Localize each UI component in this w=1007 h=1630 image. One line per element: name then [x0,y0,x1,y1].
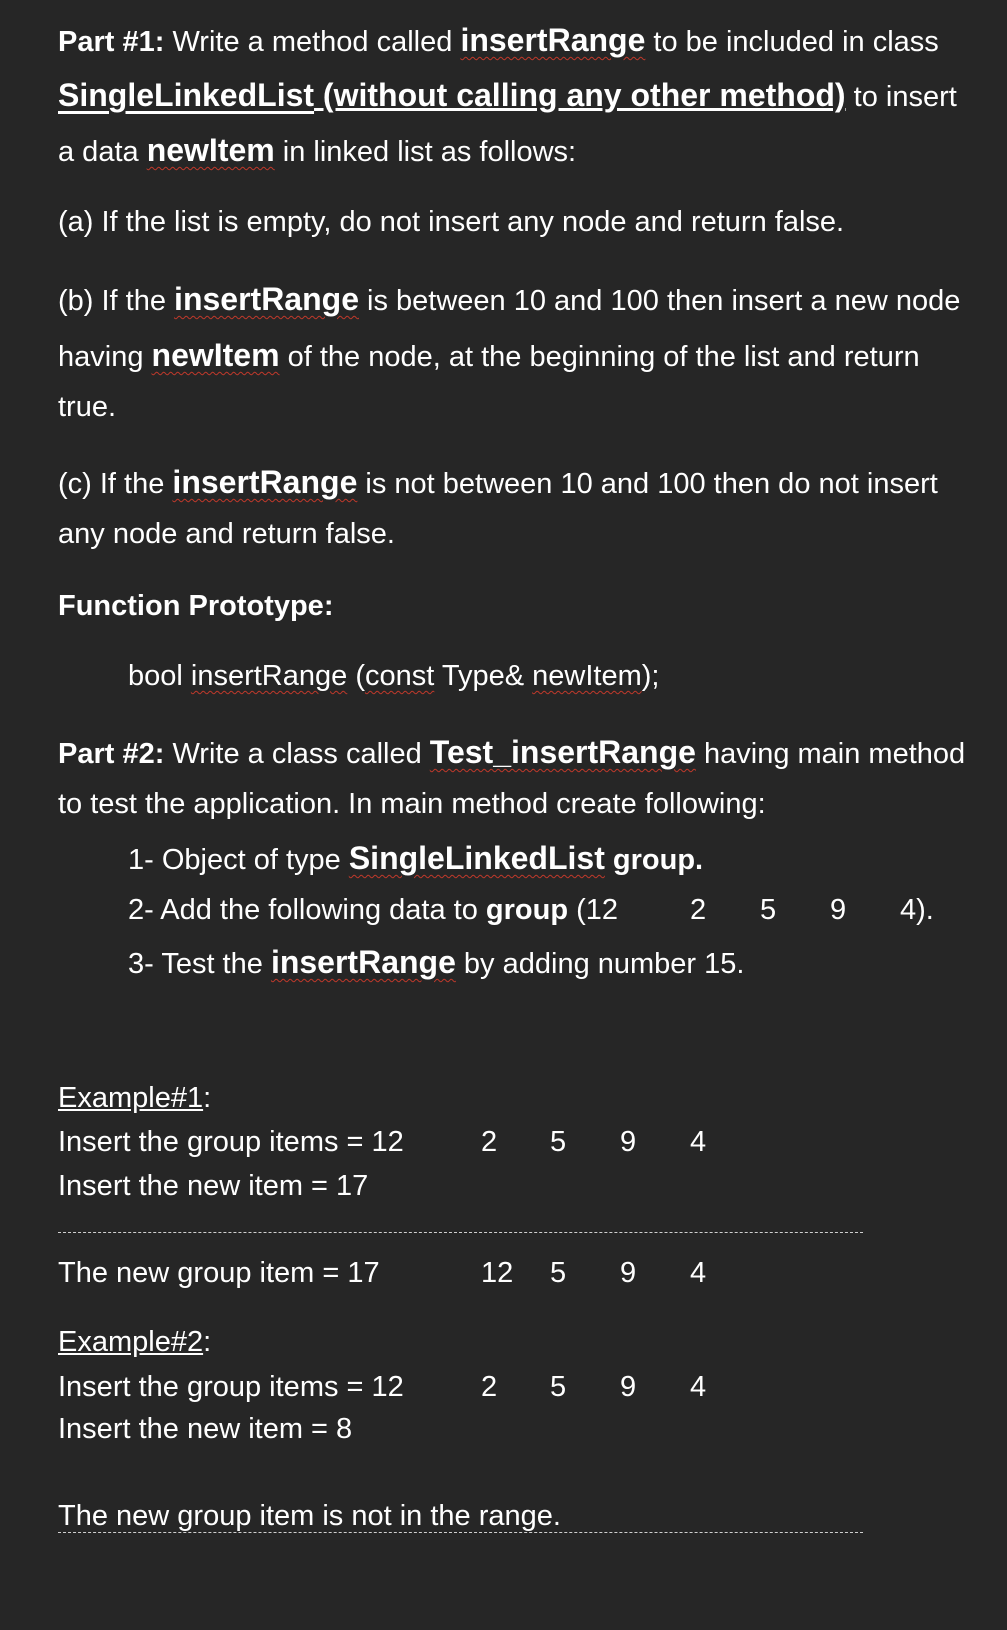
example1-group-number: 4 [690,1126,707,1158]
condition-b-line2 [58,337,920,375]
method-name-insertrange: insertRange [172,464,358,500]
example1-result-number: 9 [620,1257,637,1289]
part2-text-a: Write a class called [164,738,430,770]
condition-c-line2: any node and return false. [58,518,395,550]
proto-text-b: ( [347,660,365,692]
step2-group: group [485,894,569,926]
example1-group-number: 5 [550,1126,567,1158]
divider-dashes [58,1232,863,1233]
no-call-note: (without calling any other method) [314,77,846,113]
part2-text-b: having main method [695,738,966,770]
part1-line1 [58,22,939,60]
method-name-insertrange: insertRange [270,944,456,980]
example2-new-item: Insert the new item = 8 [58,1413,353,1445]
example1-group-number: 2 [481,1126,498,1158]
cond-c-text-a: (c) If the [58,468,173,500]
example1-result-number: 4 [690,1257,707,1289]
step2-text-b: (12 [568,894,619,926]
proto-method-name: insertRange [190,660,348,692]
condition-b-line1 [58,281,960,319]
part2-label: Part #2: [58,738,165,770]
example1-title [58,1080,211,1116]
example1-result-number: 5 [550,1257,567,1289]
class-name-singlelinkedlist: SingleLinkedList [348,840,605,876]
step2-number: 9 [830,894,847,926]
part1-text-b: to be included in class [645,26,939,58]
step2-number: 5 [760,894,777,926]
part1-text-d: a data [58,136,147,168]
example2-result: The new group item is not in the range. [58,1500,561,1532]
example2-group-number: 5 [550,1371,567,1403]
example1-group-label: Insert the group items = 12 [58,1126,404,1158]
example2-group-number: 2 [481,1371,498,1403]
step3-text-a: 3- Test the [128,948,271,980]
method-name-insertrange: insertRange [174,281,359,317]
method-name-insertrange: insertRange [460,22,646,58]
prototype-heading: Function Prototype: [58,590,334,622]
class-name-singlelinkedlist: SingleLinkedList [58,77,315,113]
param-newitem: newItem [146,132,275,168]
class-name-test-insertrange: Test_insertRange [429,734,696,770]
cond-c-text-b: is not between 10 and 100 then do not insert [357,468,938,500]
example1-new-item: Insert the new item = 17 [58,1170,369,1202]
example1-colon: : [203,1082,212,1114]
part2-line2: to test the application. In main method create following: [58,788,766,820]
example1-result-label: The new group item = 17 [58,1257,380,1289]
part2-step1 [128,840,703,878]
part1-line2 [58,77,957,115]
cond-b-text-b: is between 10 and 100 then insert a new node [358,285,961,317]
proto-text-c: Type& [434,660,533,692]
example2-colon: : [203,1326,212,1358]
step2-number: 2 [690,894,707,926]
example2-group-number: 4 [690,1371,707,1403]
step1-text-b: group. [604,844,704,876]
cond-b-text-c: having [58,341,152,373]
condition-c-line1 [58,464,938,502]
example2-group-number: 9 [620,1371,637,1403]
example1-group-number: 9 [620,1126,637,1158]
proto-text-d: ); [641,660,660,692]
part1-text-e: in linked list as follows: [274,136,577,168]
param-newitem: newItem [151,337,280,373]
step1-text-a: 1- Object of type [128,844,349,876]
condition-a: (a) If the list is empty, do not insert any node and return false. [58,206,845,238]
part1-label: Part #1: [58,26,165,58]
example2-title-text: Example#2 [58,1326,204,1358]
part2-step2 [128,892,618,928]
example2-group-label: Insert the group items = 12 [58,1371,404,1403]
cond-b-text-a: (b) If the [58,285,175,317]
part2-step3 [128,944,744,982]
example2-title [58,1324,211,1360]
part1-text-a: Write a method called [164,26,461,58]
condition-b-line3: true. [58,391,117,423]
prototype-signature [128,658,659,694]
proto-param: newItem [532,660,642,692]
step3-text-b: by adding number 15. [455,948,745,980]
part1-text-c: to insert [845,81,957,113]
part1-line3 [58,132,576,170]
example1-result-number: 12 [481,1257,514,1289]
step2-number: 4). [900,894,934,926]
step2-text-a: 2- Add the following data to [128,894,486,926]
part2-line1 [58,734,965,772]
proto-text-a: bool [128,660,191,692]
cond-b-text-d: of the node, at the beginning of the list and return [279,341,920,373]
proto-const: const [364,660,435,692]
example1-title-text: Example#1 [58,1082,204,1114]
